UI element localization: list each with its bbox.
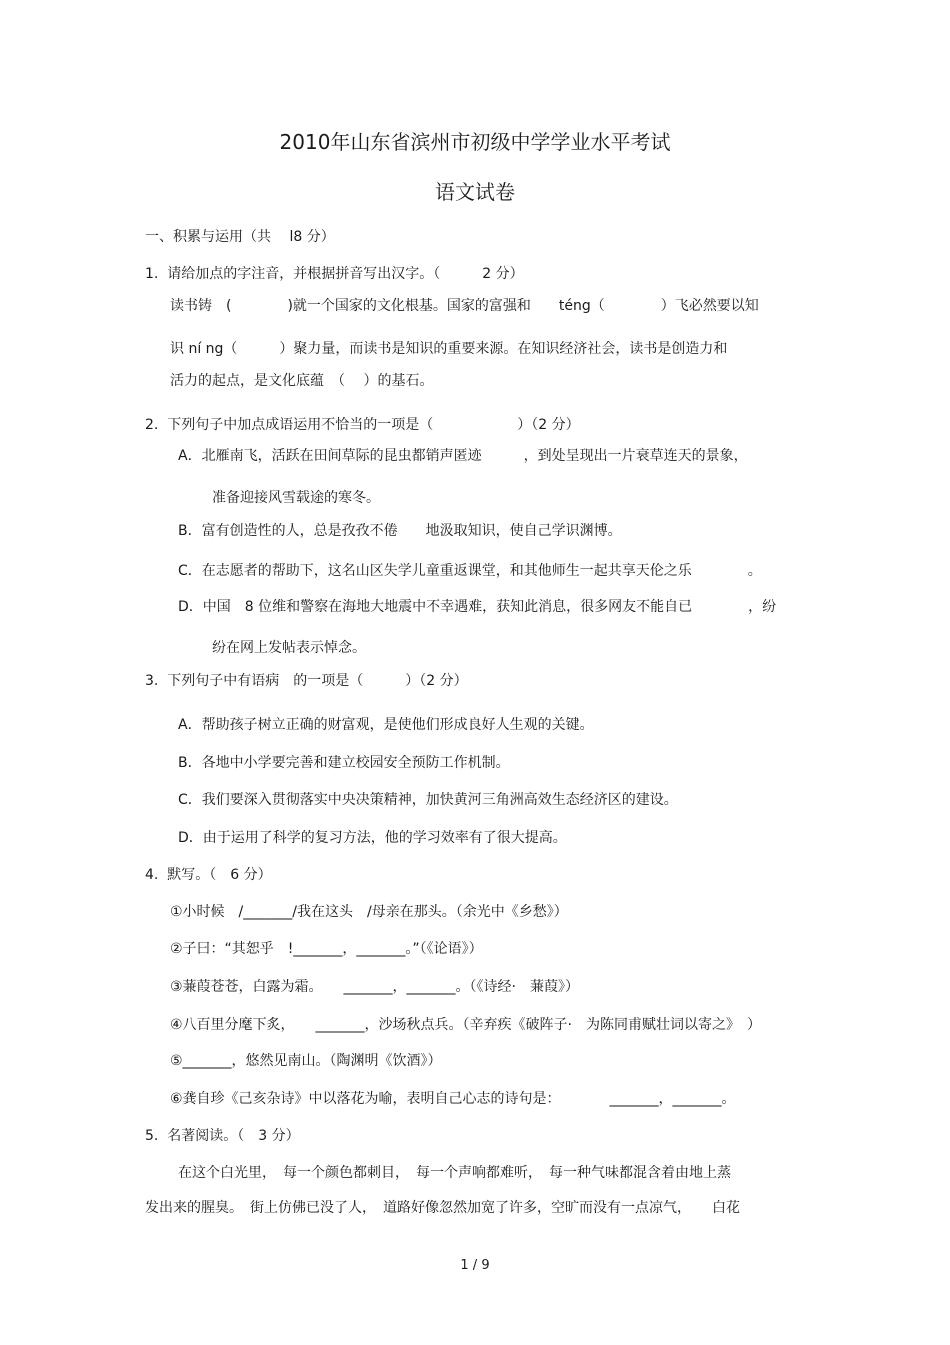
page-subtitle: 语文试卷 bbox=[435, 180, 515, 204]
question-4-item: ④八百里分麾下炙， _______，沙场秋点兵。（辛弃疾《破阵子· 为陈同甫赋壮词以寄之》 ） bbox=[170, 1017, 761, 1033]
question-3-stem: 3. 下列句子中有语病 的一项是（ ）（2 分） bbox=[145, 673, 468, 689]
question-2-option-d: D．中国 8 位维和警察在海地大地震中不幸遇难，获知此消息，很多网友不能自已 ，纷 bbox=[178, 599, 777, 615]
section-heading: 一、积累与运用（共 l8 分） bbox=[145, 229, 335, 245]
question-2-option-a: A．北雁南飞，活跃在田间草际的昆虫都销声匿迹 ，到处呈现出一片衰草连天的景象， bbox=[178, 448, 748, 464]
question-4-item: ⑥龚自珍《己亥杂诗》中以落花为喻，表明自己心志的诗句是： _______，_______。 bbox=[170, 1091, 736, 1107]
question-5-stem: 5. 名著阅读。（ 3 分） bbox=[145, 1128, 300, 1144]
question-4-item: ①小时候 /_______/我在这头 /母亲在那头。（余光中《乡愁》） bbox=[170, 904, 568, 920]
question-1-line: 活力的起点，是文化底蕴 （ ）的基石。 bbox=[170, 373, 434, 389]
question-3-option-b: B．各地中小学要完善和建立校园安全预防工作机制。 bbox=[178, 755, 510, 771]
reading-passage-line: 发出来的腥臭。 街上仿佛已没了人， 道路好像忽然加宽了许多，空旷而没有一点凉气， 白花 bbox=[145, 1200, 740, 1216]
question-1-stem: 1. 请给加点的字注音，并根据拼音写出汉字。（ 2 分） bbox=[145, 266, 524, 282]
question-2-stem: 2. 下列句子中加点成语运用不恰当的一项是（ ）（2 分） bbox=[145, 417, 580, 433]
question-3-option-c: C．我们要深入贯彻落实中央决策精神，加快黄河三角洲高效生态经济区的建设。 bbox=[178, 792, 678, 808]
question-4-item: ⑤_______，悠然见南山。（陶渊明《饮酒》） bbox=[170, 1053, 442, 1069]
question-2-option-a-cont: 准备迎接风雪载途的寒冬。 bbox=[212, 490, 380, 506]
question-1-line: 读书铸 ( )就一个国家的文化根基。国家的富强和 téng（ ）飞必然要以知 bbox=[170, 298, 759, 314]
question-2-option-b: B．富有创造性的人，总是孜孜不倦 地汲取知识，使自己学识渊博。 bbox=[178, 523, 622, 539]
question-1-line: 识 ní ng（ ）聚力量，而读书是知识的重要来源。在知识经济社会，读书是创造力和 bbox=[170, 341, 728, 357]
page-title: 2010年山东省滨州市初级中学学业水平考试 bbox=[279, 130, 671, 154]
question-4-item: ③蒹葭苍苍，白露为霜。 _______，_______。（《诗经· 蒹葭》） bbox=[170, 979, 579, 995]
question-2-option-d-cont: 纷在网上发帖表示悼念。 bbox=[212, 640, 366, 656]
question-2-option-c: C．在志愿者的帮助下，这名山区失学儿童重返课堂，和其他师生一起共享天伦之乐 。 bbox=[178, 563, 762, 579]
page-number: 1 / 9 bbox=[460, 1258, 490, 1273]
reading-passage-line: 在这个白光里， 每一个颜色都刺目， 每一个声响都难听， 每一种气味都混含着由地上蒸 bbox=[178, 1165, 731, 1181]
question-3-option-d: D．由于运用了科学的复习方法，他的学习效率有了很大提高。 bbox=[178, 830, 567, 846]
question-4-item: ②子曰：“其恕乎 !_______，_______。”（《论语》） bbox=[170, 941, 483, 957]
question-4-stem: 4. 默写。（ 6 分） bbox=[145, 867, 272, 883]
question-3-option-a: A．帮助孩子树立正确的财富观，是使他们形成良好人生观的关键。 bbox=[178, 717, 594, 733]
